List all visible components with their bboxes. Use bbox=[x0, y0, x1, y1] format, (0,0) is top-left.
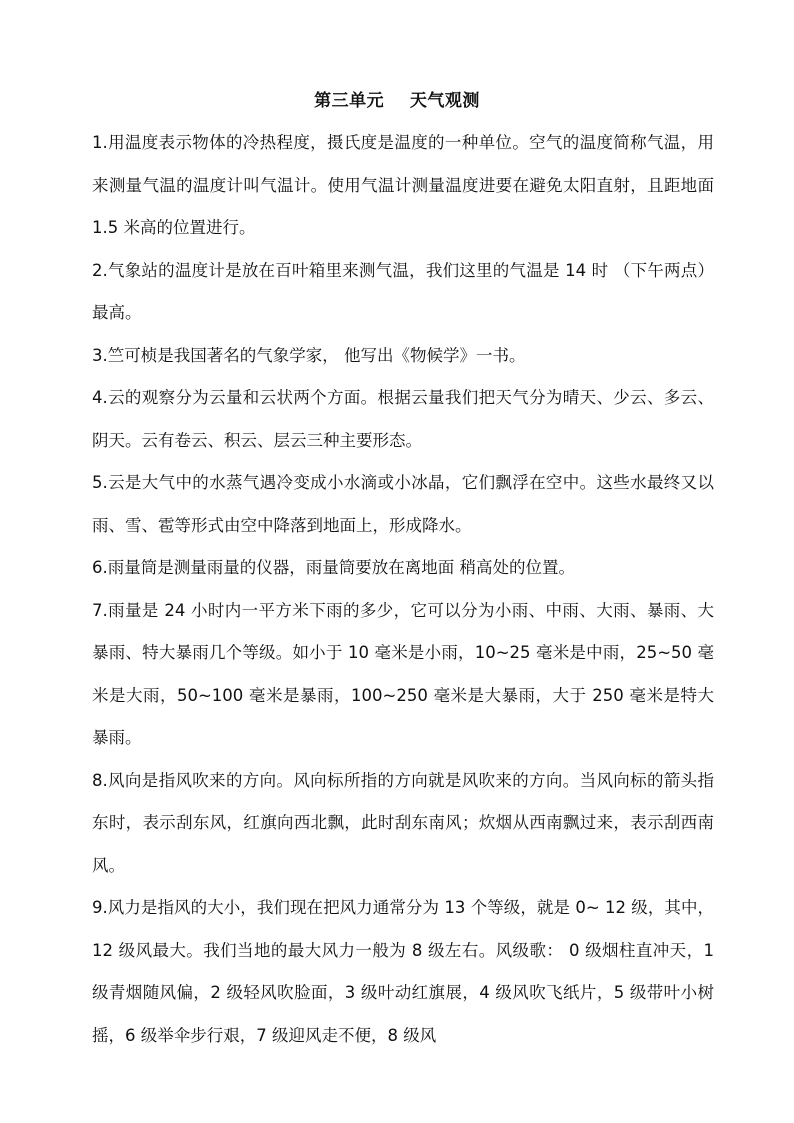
paragraph-2: 2.气象站的温度计是放在百叶箱里来测气温，我们这里的气温是 14 时 （下午两点）最高。 bbox=[92, 260, 714, 322]
document-body bbox=[92, 122, 714, 1057]
paragraph-9: 9.风力是指风的大小，我们现在把风力通常分为 13 个等级，就是 0~ 12 级，其中， 12 级风最大。我们当地的最大风力一般为 8 级左右。风级歌： 0 级烟柱直冲天，1 级青烟随风偏，2 级轻风吹脸面，3 级叶动红旗展，4 级风吹飞纸片，5 级带叶小树摇，6 级举伞步行艰，7 级迎风走不便，8 级风 bbox=[92, 898, 714, 1045]
paragraph-6: 6.雨量筒是测量雨量的仪器，雨量筒要放在离地面 稍高处的位置。 bbox=[92, 558, 575, 577]
paragraph-8: 8.风向是指风吹来的方向。风向标所指的方向就是风吹来的方向。当风向标的箭头指东时，表示刮东风，红旗向西北飘，此时刮东南风；炊烟从西南飘过来，表示刮西南风。 bbox=[92, 770, 714, 875]
paragraph-3: 3.竺可桢是我国著名的气象学家， 他写出《物候学》一书。 bbox=[92, 345, 526, 365]
page-title: 第三单元 天气观测 bbox=[314, 91, 480, 111]
paragraph-5: 5.云是大气中的水蒸气遇冷变成小水滴或小冰晶，它们飘浮在空中。这些水最终又以雨、雪、雹等形式由空中降落到地面上，形成降水。 bbox=[92, 473, 714, 535]
paragraph-1: 1.用温度表示物体的冷热程度，摄氏度是温度的一种单位。空气的温度简称气温，用来测量气温的温度计叫气温计。使用气温计测量温度进要在避免太阳直射，且距地面 1.5 米高的位置进行。 bbox=[92, 133, 714, 237]
paragraph-4: 4.云的观察分为云量和云状两个方面。根据云量我们把天气分为晴天、少云、多云、阴天。云有卷云、积云、层云三种主要形态。 bbox=[92, 388, 714, 450]
paragraph-7: 7.雨量是 24 小时内一平方米下雨的多少，它可以分为小雨、中雨、大雨、暴雨、大暴雨、特大暴雨几个等级。如小于 10 毫米是小雨，10~25 毫米是中雨，25~50 毫米是大雨，50~100 毫米是暴雨，100~250 毫米是大暴雨，大于 250 毫米是特大暴雨。 bbox=[92, 600, 714, 747]
